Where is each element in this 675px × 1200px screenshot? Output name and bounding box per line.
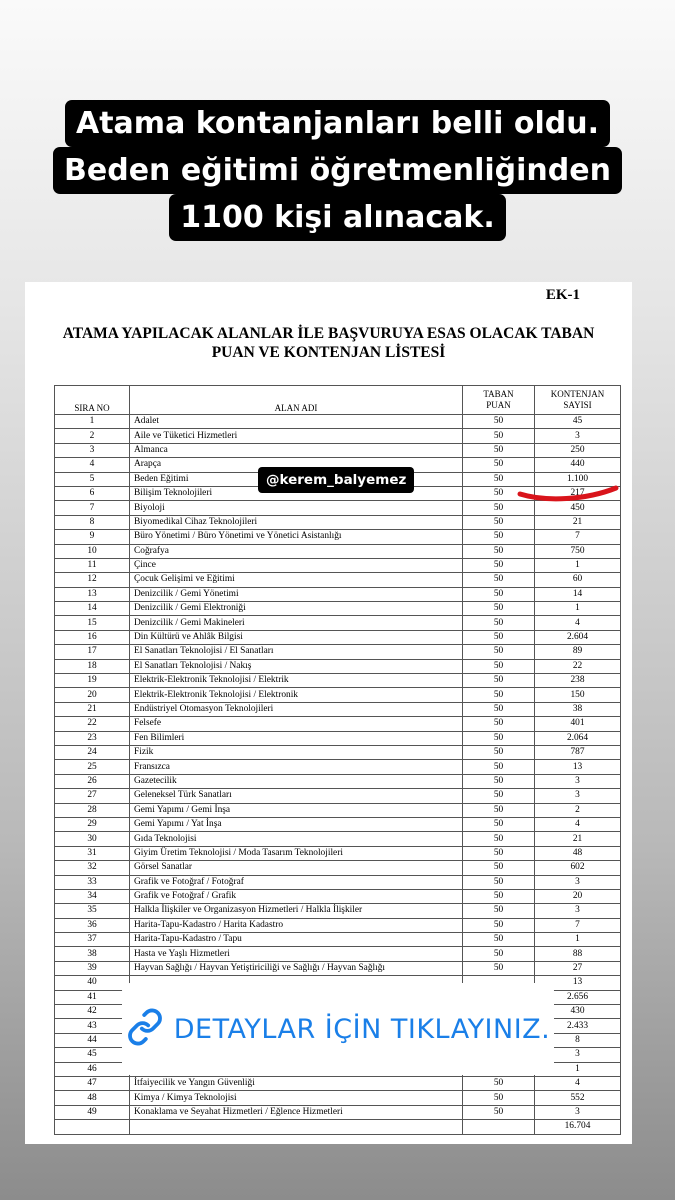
row-kontenjan: 8	[535, 1033, 621, 1047]
row-kontenjan: 4	[535, 1076, 621, 1090]
row-taban-puan: 50	[463, 573, 535, 587]
row-sira-no: 12	[55, 573, 130, 587]
row-alan-adi: Endüstriyel Otomasyon Teknolojileri	[130, 702, 463, 716]
row-sira-no: 10	[55, 544, 130, 558]
row-sira-no: 35	[55, 904, 130, 918]
row-kontenjan: 430	[535, 1005, 621, 1019]
row-kontenjan: 48	[535, 846, 621, 860]
document-corner-label: EK-1	[545, 287, 580, 303]
row-alan-adi: Çince	[130, 558, 463, 572]
row-kontenjan: 1	[535, 933, 621, 947]
row-taban-puan: 50	[463, 515, 535, 529]
username-watermark: @kerem_balyemez	[258, 467, 414, 493]
table-row	[55, 717, 621, 731]
row-sira-no: 3	[55, 443, 130, 457]
details-link-label: DETAYLAR İÇİN TIKLAYINIZ.	[173, 1013, 551, 1045]
row-alan-adi: Almanca	[130, 443, 463, 457]
row-alan-adi: El Sanatları Teknolojisi / Nakış	[130, 659, 463, 673]
table-row	[55, 774, 621, 788]
details-link-sticker[interactable]	[122, 983, 554, 1075]
row-alan-adi: Giyim Üretim Teknolojisi / Moda Tasarım Teknolojileri	[130, 846, 463, 860]
table-row	[55, 573, 621, 587]
table-row	[55, 645, 621, 659]
row-alan-adi: Gemi Yapımı / Yat İnşa	[130, 817, 463, 831]
row-alan-adi: Adalet	[130, 415, 463, 429]
row-kontenjan: 1	[535, 1062, 621, 1076]
row-taban-puan: 50	[463, 558, 535, 572]
row-sira-no: 25	[55, 760, 130, 774]
row-taban-puan: 50	[463, 602, 535, 616]
row-kontenjan: 88	[535, 947, 621, 961]
row-kontenjan: 60	[535, 573, 621, 587]
row-kontenjan: 89	[535, 645, 621, 659]
row-taban-puan: 50	[463, 544, 535, 558]
document-title	[25, 324, 632, 362]
row-taban-puan: 50	[463, 817, 535, 831]
row-taban-puan: 50	[463, 486, 535, 500]
row-alan-adi: Biyoloji	[130, 501, 463, 515]
row-alan-adi: Kimya / Kimya Teknolojisi	[130, 1091, 463, 1105]
table-row	[55, 961, 621, 975]
row-kontenjan: 3	[535, 1105, 621, 1119]
row-taban-puan: 50	[463, 904, 535, 918]
table-row	[55, 889, 621, 903]
table-row	[55, 1091, 621, 1105]
row-kontenjan: 750	[535, 544, 621, 558]
table-row	[55, 803, 621, 817]
row-alan-adi: Harita-Tapu-Kadastro / Tapu	[130, 933, 463, 947]
table-row	[55, 630, 621, 644]
row-taban-puan: 50	[463, 889, 535, 903]
table-row	[55, 544, 621, 558]
row-taban-puan: 50	[463, 717, 535, 731]
table-row	[55, 861, 621, 875]
row-alan-adi: Grafik ve Fotoğraf / Grafik	[130, 889, 463, 903]
row-kontenjan: 21	[535, 515, 621, 529]
row-kontenjan: 440	[535, 458, 621, 472]
table-row	[55, 688, 621, 702]
row-alan-adi: Aile ve Tüketici Hizmetleri	[130, 429, 463, 443]
table-row	[55, 702, 621, 716]
row-sira-no: 47	[55, 1076, 130, 1090]
row-taban-puan: 50	[463, 803, 535, 817]
table-row	[55, 904, 621, 918]
table-row	[55, 745, 621, 759]
table-row	[55, 933, 621, 947]
document-title-line-1: ATAMA YAPILACAK ALANLAR İLE BAŞVURUYA ESAS OLACAK TABAN	[62, 325, 595, 342]
row-kontenjan: 1	[535, 602, 621, 616]
row-kontenjan: 602	[535, 861, 621, 875]
table-header-row	[55, 386, 621, 415]
row-taban-puan: 50	[463, 587, 535, 601]
row-kontenjan: 3	[535, 774, 621, 788]
row-alan-adi: Çocuk Gelişimi ve Eğitimi	[130, 573, 463, 587]
row-alan-adi: Denizcilik / Gemi Makineleri	[130, 616, 463, 630]
row-sira-no: 39	[55, 961, 130, 975]
table-row	[55, 918, 621, 932]
row-taban-puan: 50	[463, 961, 535, 975]
row-kontenjan: 7	[535, 918, 621, 932]
row-alan-adi: Grafik ve Fotoğraf / Fotoğraf	[130, 875, 463, 889]
row-taban-puan: 50	[463, 832, 535, 846]
row-kontenjan: 401	[535, 717, 621, 731]
row-sira-no: 41	[55, 990, 130, 1004]
row-sira-no: 4	[55, 458, 130, 472]
row-alan-adi: Hayvan Sağlığı / Hayvan Yetiştiriciliği ve Sağlığı / Hayvan Sağlığı	[130, 961, 463, 975]
row-kontenjan: 7	[535, 530, 621, 544]
row-sira-no: 13	[55, 587, 130, 601]
row-alan-adi: Fen Bilimleri	[130, 731, 463, 745]
table-row	[55, 602, 621, 616]
table-row	[55, 846, 621, 860]
row-sira-no: 48	[55, 1091, 130, 1105]
table-row	[55, 616, 621, 630]
row-alan-adi: Beden Eğitimi	[130, 472, 463, 486]
row-sira-no: 6	[55, 486, 130, 500]
row-sira-no: 46	[55, 1062, 130, 1076]
row-sira-no: 11	[55, 558, 130, 572]
table-row	[55, 659, 621, 673]
total-empty-cell	[55, 1120, 130, 1134]
row-kontenjan: 38	[535, 702, 621, 716]
red-underline-annotation	[516, 482, 622, 504]
link-icon	[126, 1008, 164, 1051]
row-kontenjan: 552	[535, 1091, 621, 1105]
row-sira-no: 26	[55, 774, 130, 788]
row-sira-no: 38	[55, 947, 130, 961]
row-kontenjan: 4	[535, 616, 621, 630]
headline-line-3: 1100 kişi alınacak.	[169, 194, 506, 241]
row-taban-puan: 50	[463, 630, 535, 644]
row-sira-no: 17	[55, 645, 130, 659]
header-kontenjan-line-1: KONTENJAN	[550, 389, 605, 399]
row-sira-no: 28	[55, 803, 130, 817]
row-kontenjan: 3	[535, 429, 621, 443]
row-kontenjan: 787	[535, 745, 621, 759]
row-kontenjan: 3	[535, 789, 621, 803]
total-empty-cell	[130, 1120, 463, 1134]
headline-line-1: Atama kontanjanları belli oldu.	[65, 100, 610, 147]
row-taban-puan: 50	[463, 861, 535, 875]
row-alan-adi: Hasta ve Yaşlı Hizmetleri	[130, 947, 463, 961]
row-sira-no: 21	[55, 702, 130, 716]
row-taban-puan: 50	[463, 501, 535, 515]
row-alan-adi: İtfaiyecilik ve Yangın Güvenliği	[130, 1076, 463, 1090]
row-taban-puan: 50	[463, 760, 535, 774]
row-alan-adi: Harita-Tapu-Kadastro / Harita Kadastro	[130, 918, 463, 932]
table-row	[55, 1105, 621, 1119]
row-kontenjan: 217	[535, 486, 621, 500]
header-sira-no: SIRA NO	[55, 386, 130, 415]
row-taban-puan: 50	[463, 947, 535, 961]
total-empty-cell	[463, 1120, 535, 1134]
headline-line-2: Beden eğitimi öğretmenliğinden	[53, 147, 622, 194]
row-kontenjan: 3	[535, 1048, 621, 1062]
row-taban-puan: 50	[463, 458, 535, 472]
row-kontenjan: 3	[535, 904, 621, 918]
row-alan-adi: Elektrik-Elektronik Teknolojisi / Elektronik	[130, 688, 463, 702]
table-row	[55, 515, 621, 529]
table-row	[55, 443, 621, 457]
row-sira-no: 45	[55, 1048, 130, 1062]
row-taban-puan: 50	[463, 702, 535, 716]
table-row	[55, 587, 621, 601]
row-kontenjan: 2.433	[535, 1019, 621, 1033]
row-taban-puan: 50	[463, 530, 535, 544]
row-alan-adi: Gemi Yapımı / Gemi İnşa	[130, 803, 463, 817]
row-kontenjan: 1	[535, 558, 621, 572]
row-sira-no: 30	[55, 832, 130, 846]
row-kontenjan: 4	[535, 817, 621, 831]
row-kontenjan: 3	[535, 875, 621, 889]
row-kontenjan: 2.656	[535, 990, 621, 1004]
row-alan-adi: Fizik	[130, 745, 463, 759]
row-taban-puan: 50	[463, 1105, 535, 1119]
row-taban-puan: 50	[463, 415, 535, 429]
row-alan-adi: Konaklama ve Seyahat Hizmetleri / Eğlence Hizmetleri	[130, 1105, 463, 1119]
header-kontenjan-sayisi	[535, 386, 621, 415]
row-sira-no: 44	[55, 1033, 130, 1047]
row-taban-puan: 50	[463, 688, 535, 702]
row-kontenjan: 13	[535, 976, 621, 990]
row-sira-no: 36	[55, 918, 130, 932]
row-kontenjan: 27	[535, 961, 621, 975]
row-sira-no: 43	[55, 1019, 130, 1033]
row-taban-puan: 50	[463, 659, 535, 673]
row-sira-no: 18	[55, 659, 130, 673]
document-title-line-2: PUAN VE KONTENJAN LİSTESİ	[211, 344, 446, 361]
row-sira-no: 16	[55, 630, 130, 644]
row-alan-adi: Denizcilik / Gemi Yönetimi	[130, 587, 463, 601]
row-alan-adi: Arapça	[130, 458, 463, 472]
table-row	[55, 832, 621, 846]
row-alan-adi: Din Kültürü ve Ahlâk Bilgisi	[130, 630, 463, 644]
row-taban-puan: 50	[463, 472, 535, 486]
row-sira-no: 27	[55, 789, 130, 803]
row-kontenjan: 2.064	[535, 731, 621, 745]
row-sira-no: 33	[55, 875, 130, 889]
row-sira-no: 49	[55, 1105, 130, 1119]
row-taban-puan: 50	[463, 1091, 535, 1105]
table-row	[55, 760, 621, 774]
row-kontenjan: 13	[535, 760, 621, 774]
header-taban-puan-line-1: TABAN	[483, 389, 514, 399]
row-taban-puan: 50	[463, 731, 535, 745]
row-taban-puan: 50	[463, 846, 535, 860]
row-sira-no: 5	[55, 472, 130, 486]
header-alan-adi: ALAN ADI	[130, 386, 463, 415]
row-sira-no: 31	[55, 846, 130, 860]
row-alan-adi: Geleneksel Türk Sanatları	[130, 789, 463, 803]
row-sira-no: 23	[55, 731, 130, 745]
row-alan-adi: Biyomedikal Cihaz Teknolojileri	[130, 515, 463, 529]
row-sira-no: 34	[55, 889, 130, 903]
row-kontenjan: 2.604	[535, 630, 621, 644]
header-kontenjan-line-2: SAYISI	[563, 400, 592, 410]
row-sira-no: 14	[55, 602, 130, 616]
row-alan-adi: Coğrafya	[130, 544, 463, 558]
row-sira-no: 32	[55, 861, 130, 875]
row-kontenjan: 238	[535, 674, 621, 688]
header-taban-puan	[463, 386, 535, 415]
row-sira-no: 7	[55, 501, 130, 515]
row-sira-no: 22	[55, 717, 130, 731]
row-alan-adi: Görsel Sanatlar	[130, 861, 463, 875]
table-row	[55, 674, 621, 688]
row-sira-no: 2	[55, 429, 130, 443]
row-alan-adi: Gazetecilik	[130, 774, 463, 788]
row-kontenjan: 21	[535, 832, 621, 846]
row-alan-adi: Felsefe	[130, 717, 463, 731]
table-row	[55, 817, 621, 831]
story-headline	[0, 100, 675, 241]
row-kontenjan: 14	[535, 587, 621, 601]
row-kontenjan: 45	[535, 415, 621, 429]
row-alan-adi: Bilişim Teknolojileri	[130, 486, 463, 500]
table-row	[55, 530, 621, 544]
row-taban-puan: 50	[463, 875, 535, 889]
row-kontenjan: 150	[535, 688, 621, 702]
row-taban-puan: 50	[463, 645, 535, 659]
row-taban-puan: 50	[463, 429, 535, 443]
row-kontenjan: 450	[535, 501, 621, 515]
row-sira-no: 37	[55, 933, 130, 947]
row-sira-no: 9	[55, 530, 130, 544]
row-alan-adi: Büro Yönetimi / Büro Yönetimi ve Yönetici Asistanlığı	[130, 530, 463, 544]
row-alan-adi: Halkla İlişkiler ve Organizasyon Hizmetleri / Halkla İlişkiler	[130, 904, 463, 918]
row-sira-no: 24	[55, 745, 130, 759]
table-row	[55, 875, 621, 889]
table-row	[55, 789, 621, 803]
row-taban-puan: 50	[463, 918, 535, 932]
table-row	[55, 429, 621, 443]
row-taban-puan: 50	[463, 774, 535, 788]
row-sira-no: 40	[55, 976, 130, 990]
row-alan-adi: Denizcilik / Gemi Elektroniği	[130, 602, 463, 616]
table-total-row	[55, 1120, 621, 1134]
row-sira-no: 19	[55, 674, 130, 688]
row-taban-puan: 50	[463, 789, 535, 803]
row-alan-adi: Fransızca	[130, 760, 463, 774]
row-sira-no: 15	[55, 616, 130, 630]
row-taban-puan: 50	[463, 443, 535, 457]
total-kontenjan: 16.704	[535, 1120, 621, 1134]
row-taban-puan: 50	[463, 1076, 535, 1090]
table-row	[55, 558, 621, 572]
table-row	[55, 1076, 621, 1090]
row-sira-no: 20	[55, 688, 130, 702]
row-alan-adi: El Sanatları Teknolojisi / El Sanatları	[130, 645, 463, 659]
row-kontenjan: 250	[535, 443, 621, 457]
header-taban-puan-line-2: PUAN	[486, 400, 511, 410]
row-sira-no: 1	[55, 415, 130, 429]
row-kontenjan: 22	[535, 659, 621, 673]
row-kontenjan: 20	[535, 889, 621, 903]
row-kontenjan: 2	[535, 803, 621, 817]
row-taban-puan: 50	[463, 745, 535, 759]
row-kontenjan: 1.100	[535, 472, 621, 486]
row-taban-puan: 50	[463, 933, 535, 947]
row-sira-no: 8	[55, 515, 130, 529]
row-taban-puan: 50	[463, 616, 535, 630]
row-taban-puan: 50	[463, 674, 535, 688]
row-sira-no: 29	[55, 817, 130, 831]
row-sira-no: 42	[55, 1005, 130, 1019]
table-row	[55, 731, 621, 745]
row-alan-adi: Gıda Teknolojisi	[130, 832, 463, 846]
row-alan-adi: Elektrik-Elektronik Teknolojisi / Elektrik	[130, 674, 463, 688]
table-row	[55, 947, 621, 961]
table-row	[55, 415, 621, 429]
